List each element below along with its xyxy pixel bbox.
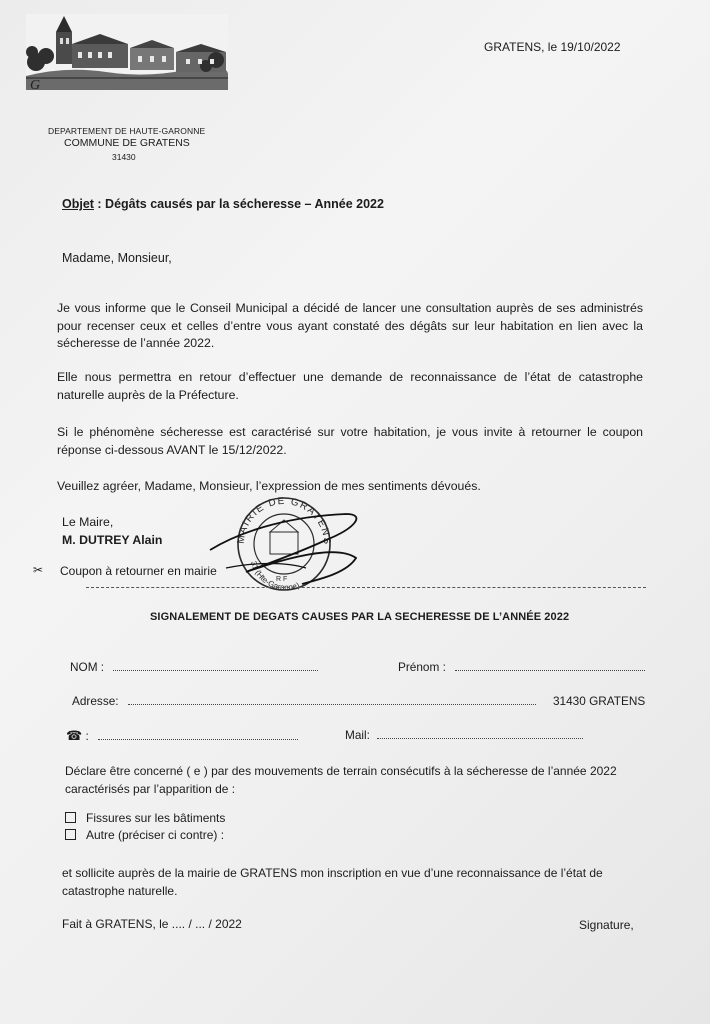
nom-field[interactable] [70, 660, 318, 674]
telephone-icon: ☎ [66, 728, 83, 743]
option-autre-label: Autre (préciser ci contre) : [86, 828, 225, 842]
mairie-stamp-icon [206, 488, 366, 598]
mail-dotted-line[interactable] [377, 728, 583, 739]
nom-dotted-line[interactable] [113, 660, 318, 671]
stamp-bottom-text: 31 (Hte-Garonne) [248, 559, 301, 593]
mail-field[interactable] [345, 728, 583, 742]
nom-label: NOM : [70, 660, 105, 674]
option-fissures[interactable] [65, 811, 225, 825]
adresse-dotted-line[interactable] [128, 694, 536, 705]
svg-text:G: G [30, 78, 41, 90]
option-fissures-label: Fissures sur les bâtiments [86, 811, 226, 825]
closing-formula: Veuillez agréer, Madame, Monsieur, l’expression de mes sentiments dévoués. [57, 479, 481, 493]
paragraph-consultation: Je vous informe que le Conseil Municipal a décidé de lancer une consultation auprès de ses administrés pour recenser ceux et celles d’entre vous ayant constaté des dégâts sur leur habitation en lien avec la sécheresse de l’année 2022. [57, 301, 643, 350]
subject-text: : Dégâts causés par la sécheresse – Année 2022 [93, 197, 384, 211]
prenom-field[interactable] [398, 660, 645, 674]
signatory-name: M. DUTREY Alain [62, 533, 163, 547]
signature-label: Signature, [579, 918, 634, 932]
subject-label: Objet [62, 197, 94, 211]
adresse-suffix: 31430 GRATENS [553, 694, 646, 708]
checkbox-fissures[interactable] [65, 812, 76, 823]
postal-code: 31430 [112, 152, 136, 162]
paragraph-prefecture: Elle nous permettra en retour d’effectuer une demande de reconnaissance de l’état de catastrophe naturelle auprès de la Préfecture. [57, 370, 643, 402]
solicit-text: et sollicite auprès de la mairie de GRATENS mon inscription en vue d’une reconnaissance de l’état de catastrophe naturelle. [62, 866, 603, 898]
village-church-engraving-icon [26, 14, 228, 90]
stamp-letters: R F [276, 576, 288, 583]
subject-line [62, 197, 384, 211]
fait-a-line: Fait à GRATENS, le .... / ... / 2022 [62, 917, 242, 931]
checkbox-autre[interactable] [65, 829, 76, 840]
declaration-text: Déclare être concerné ( e ) par des mouvements de terrain consécutifs à la sécheresse de l’année 2022 caractérisés par l’apparition de : [65, 764, 617, 796]
coupon-label: Coupon à retourner en mairie [60, 564, 217, 578]
prenom-label: Prénom : [398, 660, 446, 674]
phone-field[interactable] [66, 728, 298, 744]
department-name: DEPARTEMENT DE HAUTE-GARONNE [48, 126, 206, 136]
form-title: SIGNALEMENT DE DEGATS CAUSES PAR LA SECHERESSE DE L’ANNÉE 2022 [150, 611, 570, 623]
phone-dotted-line[interactable] [98, 729, 298, 740]
commune-name: COMMUNE DE GRATENS [64, 137, 190, 149]
svg-text:MAIRIE DE GRATENS [236, 496, 332, 546]
adresse-label: Adresse: [72, 694, 119, 708]
prenom-dotted-line[interactable] [455, 660, 645, 671]
greeting: Madame, Monsieur, [62, 251, 172, 265]
option-autre[interactable] [65, 828, 224, 842]
scissors-icon: ✂ [33, 563, 44, 577]
signatory-title: Le Maire, [62, 515, 114, 529]
mail-label: Mail: [345, 728, 370, 742]
paragraph-deadline: Si le phénomène sécheresse est caractérisé sur votre habitation, je vous invite à retourner le coupon réponse ci-dessous AVANT le 15/12/2022. [57, 425, 643, 457]
cut-line [86, 587, 646, 588]
stamp-text: MAIRIE DE GRATENS [235, 495, 333, 546]
adresse-field[interactable] [72, 694, 536, 708]
phone-label: : [82, 729, 89, 743]
place-date: GRATENS, le 19/10/2022 [484, 40, 621, 54]
